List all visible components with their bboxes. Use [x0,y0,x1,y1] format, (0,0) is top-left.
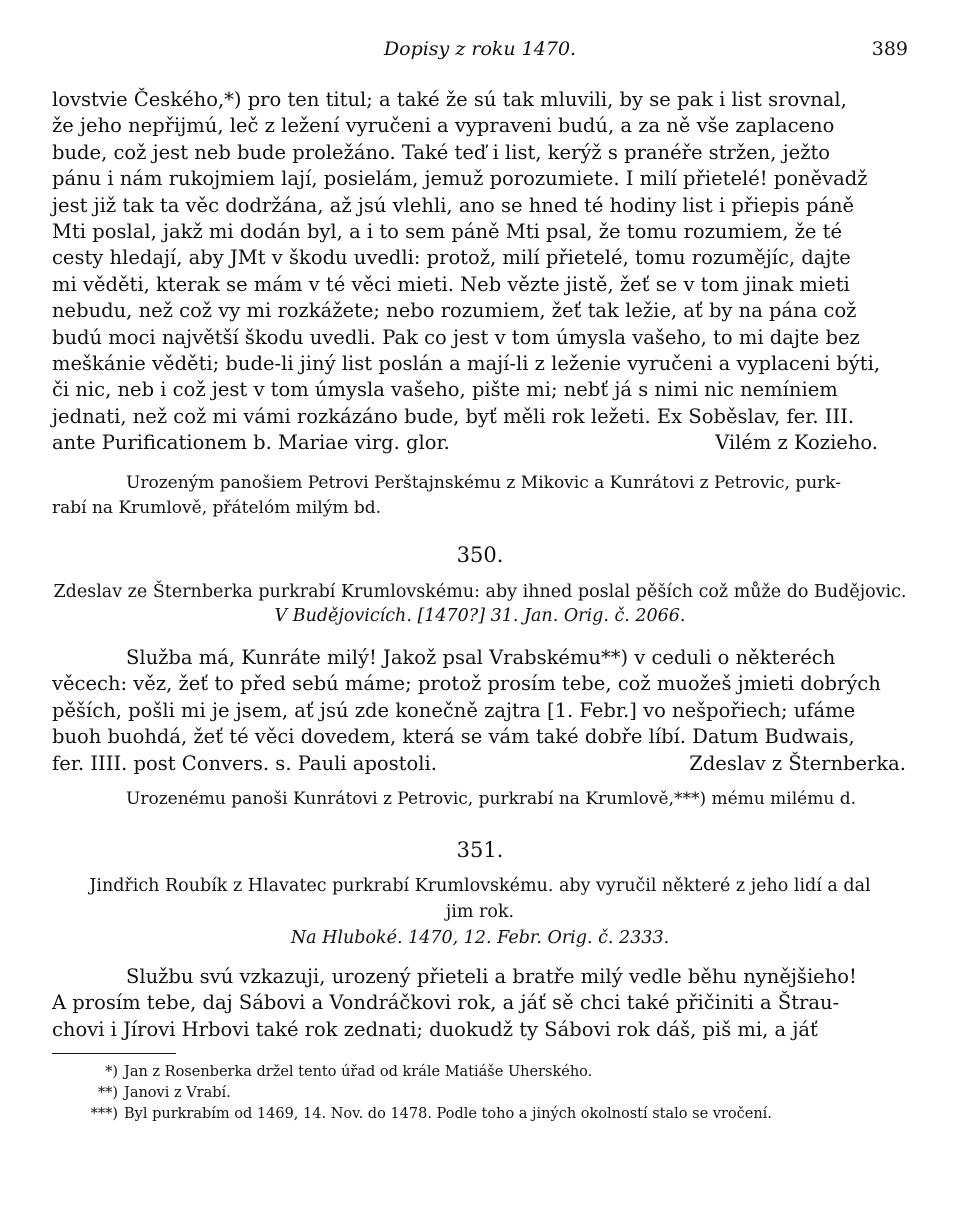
footnote-divider [52,1053,176,1054]
letter-dateline: Na Hluboké. 1470, 12. Febr. Orig. č. 2333. [290,928,670,948]
running-title: Dopisy z roku 1470. [383,38,577,60]
letter-349-body [52,87,908,457]
letter-349-address [52,471,908,521]
footnote-text: Janovi z Vrabí. [124,1085,231,1101]
text-line: budú moci najvětší škodu uvedli. Pak co jest v tom úmysla vašeho, to mi dajte bez [52,325,860,349]
footnote-mark: **) [97,1085,118,1101]
text-line: Služba má, Kunráte milý! Jakož psal Vrabskému**) v ceduli o některéch [126,646,836,669]
text-line: bude, což jest neb bude proležáno. Také teď i list, kerýž s pranéře stržen, ježto [52,140,831,164]
text-line: věcech: věz, žeť to před sebú máme; protož prosím tebe, což muožeš jmieti dobrých [52,672,881,696]
letter-351-body [52,964,908,1043]
text-line: jednati, než což mi vámi rozkázáno bude, byť měli rok ležeti. Ex Soběslav, fer. III. [52,404,855,428]
letter-350-address [52,787,908,812]
letter-number: 350. [456,543,504,567]
text-line: nebudu, než což vy mi rozkážete; nebo rozumiem, žeť tak ležie, ať by na pána což [52,299,857,323]
footnote [52,1062,908,1083]
text-line: chovi i Jírovi Hrbovi také rok zednati; duokudž ty Sábovi rok dáš, piš mi, a jáť [52,1017,818,1041]
footnotes [52,1062,908,1125]
page-number: 389 [871,38,908,60]
address-line: rabí na Krumlově, přátelóm milým bd. [52,498,382,518]
address-line: Urozenému panoši Kunrátovi z Petrovic, purkrabí na Krumlově,***) mému milému d. [126,789,856,809]
text-line: meškánie věděti; bude-li jiný list poslán a mají-li z leženie vyručeni a vyplaceni býti, [52,352,881,376]
text-line: či nic, neb i což jest v tom úmysla vašeho, pište mi; nebť já s nimi nic nemíniem [52,378,838,402]
footnote-mark: ***) [90,1106,118,1122]
closing-date: ante Purificationem b. Mariae virg. glor. [52,431,450,455]
letter-number: 351. [456,838,504,862]
text-line: pěších, pošli mi je jsem, ať jsú zde konečně zajtra [1. Febr.] vo nešpořiech; ufáme [52,698,856,722]
footnote-mark: *) [105,1064,118,1080]
text-line: A prosím tebe, daj Sábovi a Vondráčkovi rok, a jáť sě chci také přičiniti a Štrau- [52,991,840,1015]
letter-summary: Zdeslav ze Šternberka purkrabí Krumlovskému: aby ihned poslal pěších což může do Budějovic. [53,582,907,602]
text-line: Mti poslal, jakž mi dodán byl, a i to sem páně Mti psal, že tomu rozumiem, že té [52,220,843,244]
closing-line [52,751,908,777]
closing-line [52,430,908,456]
text-line: buoh buohdá, žeť té věci dovedem, která se vám také dobře líbí. Datum Budwais, [52,725,855,749]
footnote-text: Byl purkrabím od 1469, 14. Nov. do 1478. Podle toho a jiných okolností stalo se vročení. [124,1106,772,1122]
signature: Vilém z Kozieho. [715,431,878,455]
page-header [52,38,908,68]
text-line: že jeho nepřijmú, leč z ležení vyručeni a vypraveni budú, a za ně vše zaplaceno [52,114,835,138]
letter-dateline: V Budějovicích. [1470?] 31. Jan. Orig. č. 2066. [274,606,686,626]
text-line: mi věděti, kterak se mám v té věci mieti. Neb vězte jistě, žeť se v tom jinak mieti [52,272,850,296]
text-line: jest již tak ta věc dodržána, až jsú vlehli, ano se hned té hodiny list i přiepis páně [52,193,855,217]
text-line: cesty hledají, aby JMt v škodu uvedli: protož, milí přietelé, tomu rozumějíc, dajte [52,246,851,270]
text-line: Službu svú vzkazuji, urozený přieteli a bratře milý vedle běhu nynějšieho! [126,965,857,988]
letter-summary: Jindřich Roubík z Hlavatec purkrabí Krumlovskému. aby vyručil některé z jeho lidí a dal jim rok. [89,876,871,922]
closing-date: fer. IIII. post Convers. s. Pauli apostoli. [52,751,437,775]
signature: Zdeslav z Šternberka. [689,751,906,775]
text-line: lovstvie Českého,*) pro ten titul; a také že sú tak mluvili, by se pak i list srovnal, [52,88,847,111]
footnote-text: Jan z Rosenberka držel tento úřad od krále Matiáše Uherského. [124,1064,593,1080]
address-line: Urozeným panošiem Petrovi Perštajnskému z Mikovic a Kunrátovi z Petrovic, purk- [126,473,842,493]
footnote [52,1104,908,1125]
text-line: pánu i nám rukojmiem lají, posielám, jemuž porozumiete. I milí přietelé! poněvadž [52,167,868,191]
footnote [52,1083,908,1104]
letter-350-body [52,645,908,777]
